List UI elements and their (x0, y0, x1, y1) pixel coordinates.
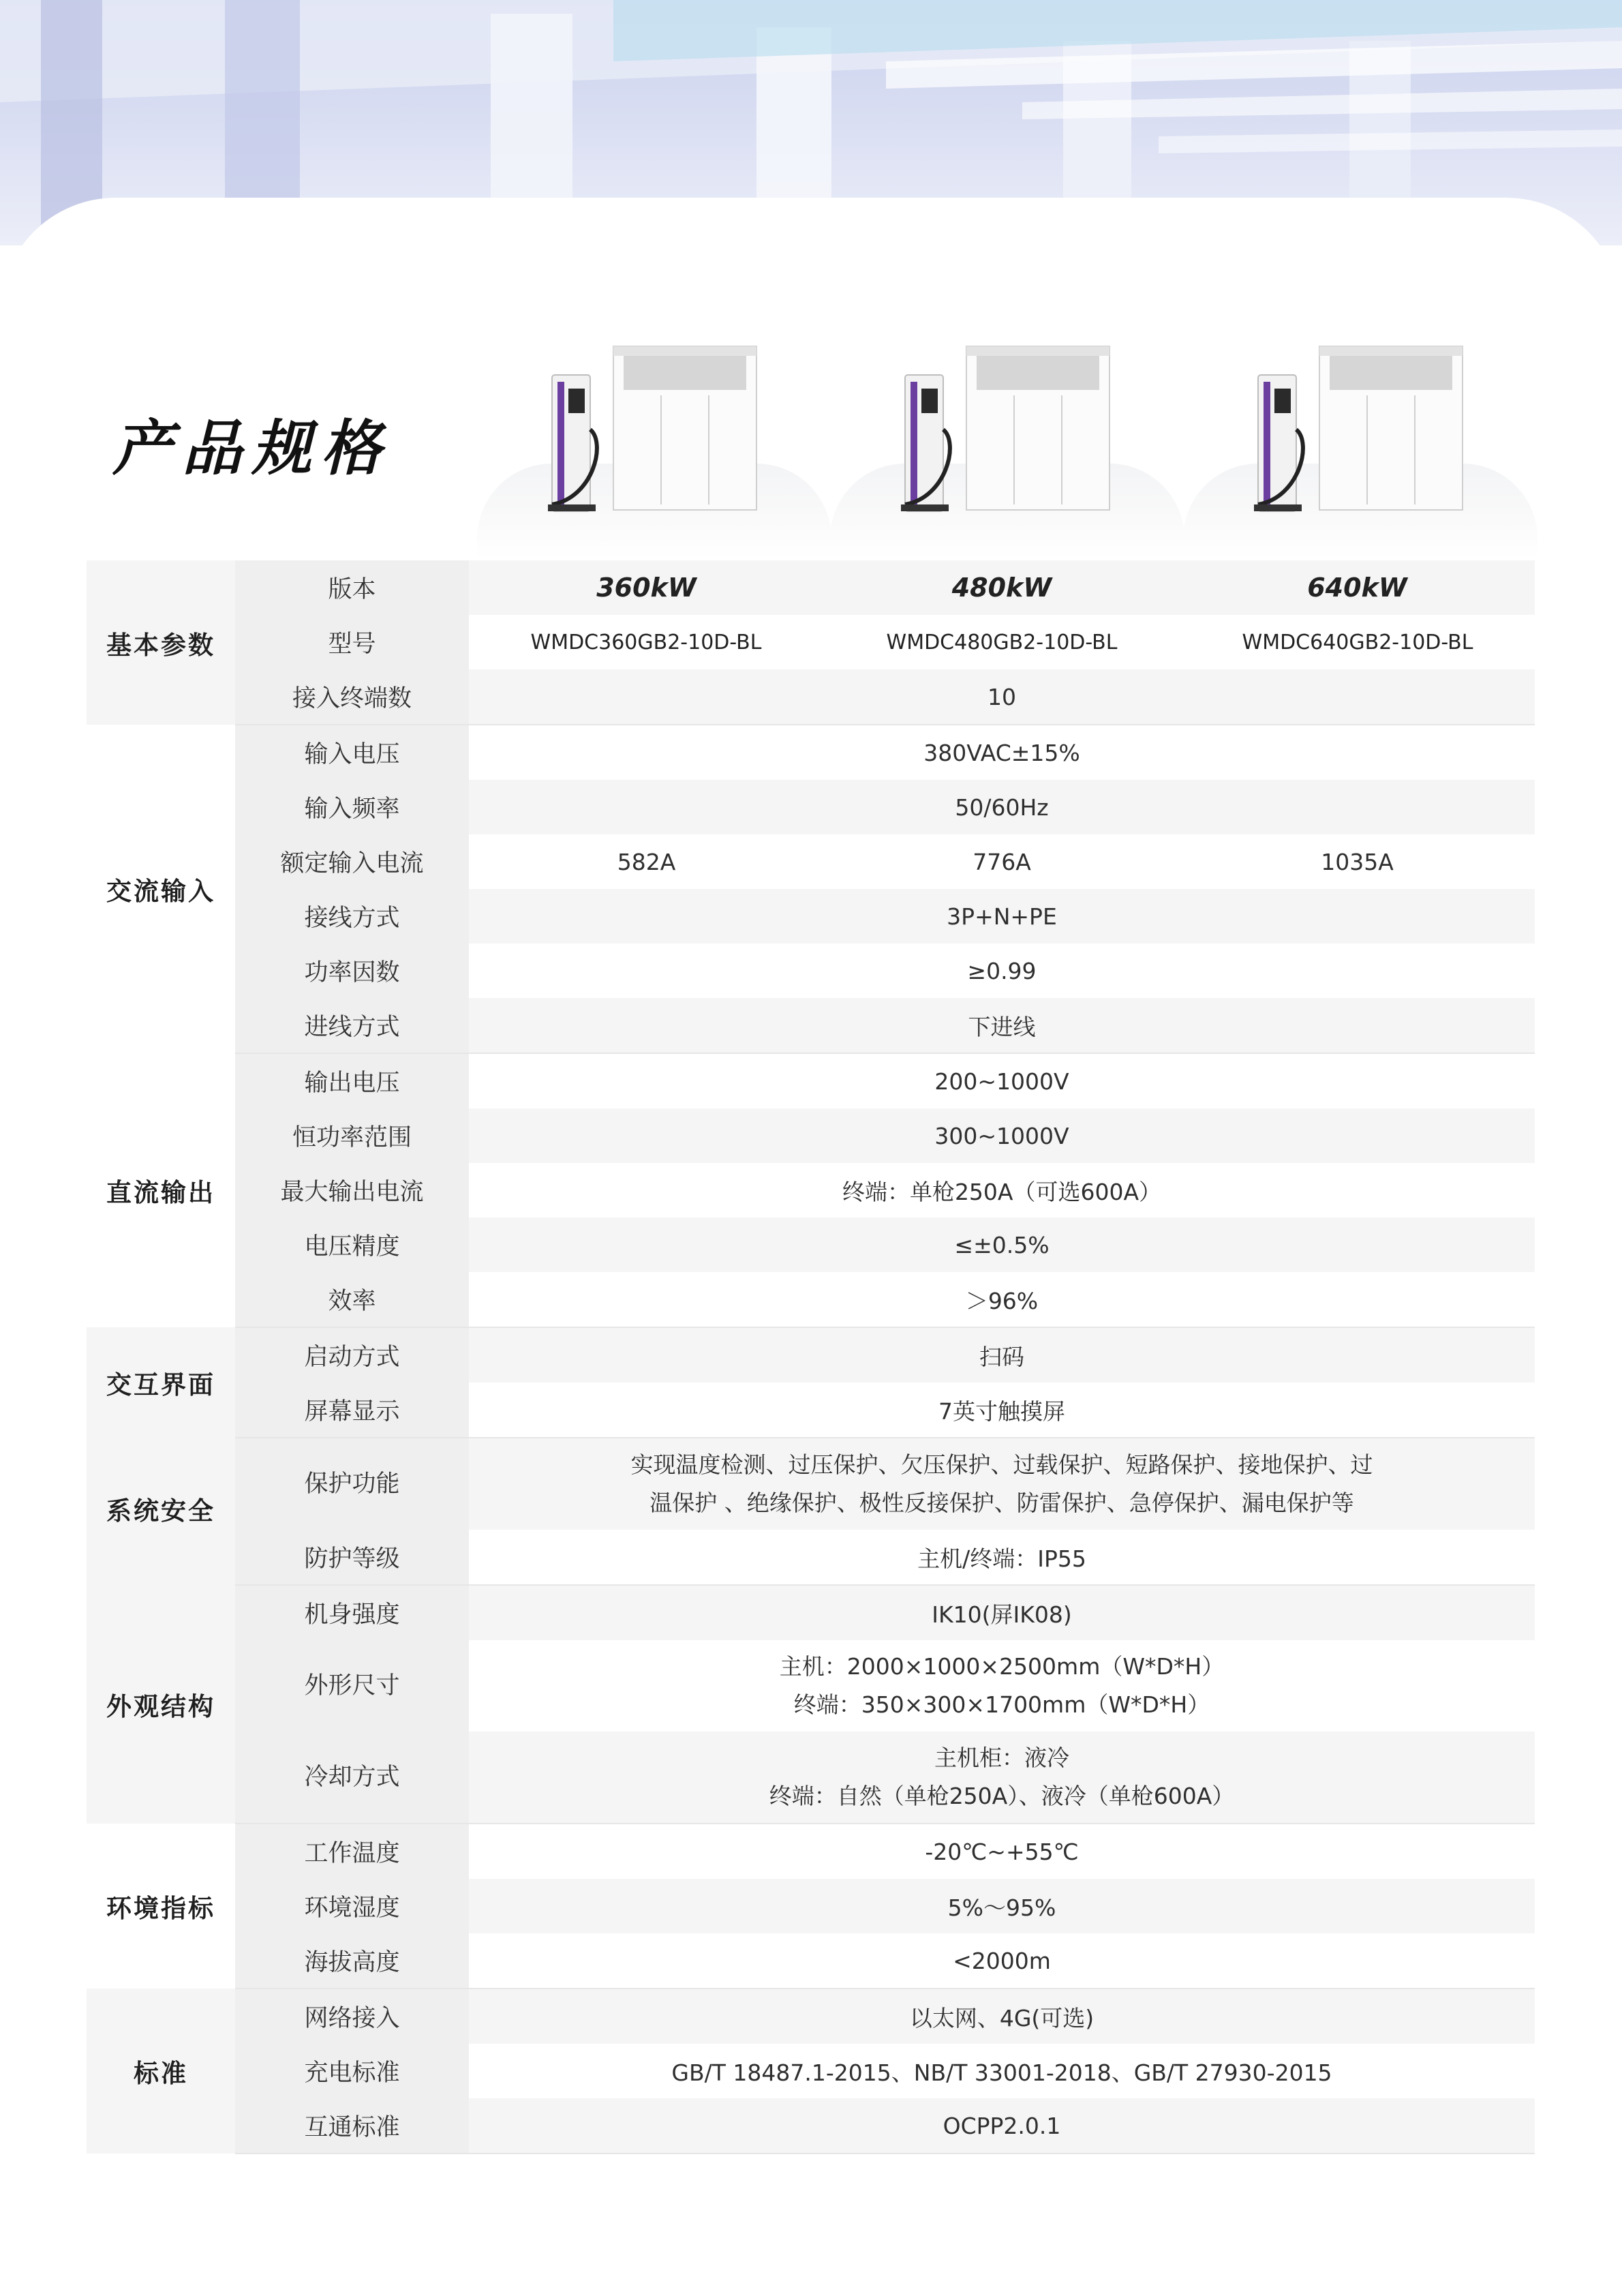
value-cell: 终端：单枪250A（可选600A） (842, 1178, 1162, 1205)
value-cell: ＞96% (469, 1272, 1535, 1327)
row-label: 效率 (235, 1272, 469, 1327)
value-cell (469, 1732, 1535, 1824)
group-label-structure: 外观结构 (87, 1585, 235, 1824)
table-row (87, 1933, 1535, 1989)
value-cell: 主机/终端：IP55 (469, 1530, 1535, 1585)
row-label: 外形尺寸 (235, 1640, 469, 1732)
table-row (87, 943, 1535, 998)
row-label: 互通标准 (235, 2098, 469, 2154)
row-label: 海拔高度 (235, 1933, 469, 1989)
value-cell: 10 (469, 669, 1535, 725)
row-label: 进线方式 (235, 998, 469, 1053)
table-row (87, 669, 1535, 725)
page-title: 产品规格 (112, 413, 391, 483)
row-label: 保护功能 (235, 1438, 469, 1530)
table-row (87, 1053, 1535, 1108)
row-label: 型号 (235, 615, 469, 669)
value-line: 终端：自然（单枪250A）、液冷（单枪600A） (769, 1783, 1235, 1809)
table-row (87, 615, 1535, 669)
product-image-480kw (830, 341, 1184, 559)
row-label: 机身强度 (235, 1585, 469, 1640)
group-label-ac-input: 交流输入 (106, 877, 215, 906)
row-label: 功率因数 (235, 943, 469, 998)
group-label-environment: 环境指标 (106, 1894, 215, 1923)
charger-cabinet-icon (538, 341, 770, 518)
value-cell: 776A (973, 848, 1031, 875)
value-cell: 下进线 (469, 998, 1535, 1053)
row-label: 启动方式 (235, 1327, 469, 1383)
value-cell: OCPP2.0.1 (469, 2098, 1535, 2154)
table-row (87, 780, 1535, 834)
model-cell: WMDC360GB2-10D-BL (530, 630, 762, 654)
table-row (87, 1530, 1535, 1585)
row-label: 充电标准 (235, 2044, 469, 2098)
group-label-standard: 标准 (87, 1989, 235, 2154)
table-row (87, 1824, 1535, 1879)
table-row (87, 1108, 1535, 1163)
spec-table (87, 560, 1535, 2154)
table-row (87, 1989, 1535, 2044)
product-image-640kw (1183, 341, 1537, 559)
model-cell: WMDC480GB2-10D-BL (824, 615, 1180, 669)
version-cell: 360kW (469, 560, 824, 615)
charger-cabinet-icon (1244, 341, 1476, 518)
value-cell: 扫码 (469, 1327, 1535, 1383)
row-label: 工作温度 (235, 1824, 469, 1879)
value-cell: <2000m (469, 1933, 1535, 1989)
product-image-360kw (477, 341, 831, 559)
version-cell: 640kW (1180, 560, 1535, 615)
table-row (87, 1327, 1535, 1383)
row-label: 环境湿度 (235, 1879, 469, 1933)
row-label: 接线方式 (235, 889, 469, 943)
row-label: 网络接入 (235, 1989, 469, 2044)
value-cell: 以太网、4G(可选) (469, 1989, 1535, 2044)
value-cell: 50/60Hz (469, 780, 1535, 834)
row-label: 输出电压 (235, 1053, 469, 1108)
row-label: 冷却方式 (235, 1732, 469, 1824)
table-row (87, 834, 1535, 889)
row-label: 防护等级 (235, 1530, 469, 1585)
table-row (87, 725, 1535, 780)
value-cell: 300~1000V (469, 1108, 1535, 1163)
row-label: 输入频率 (235, 780, 469, 834)
value-cell: GB/T 18487.1-2015、NB/T 33001-2018、GB/T 27930-2015 (671, 2059, 1332, 2086)
value-cell: 7英寸触摸屏 (469, 1383, 1535, 1438)
value-cell: ≤±0.5% (469, 1218, 1535, 1272)
value-cell: 5%～95% (469, 1879, 1535, 1933)
value-cell (469, 1640, 1535, 1732)
row-label: 接入终端数 (235, 669, 469, 725)
group-label-dc-output: 直流输出 (106, 1178, 215, 1207)
table-row (87, 889, 1535, 943)
value-line: 温保护 、绝缘保护、极性反接保护、防雷保护、急停保护、漏电保护等 (649, 1490, 1354, 1516)
value-line: 实现温度检测、过压保护、欠压保护、过载保护、短路保护、接地保护、过 (630, 1451, 1373, 1478)
value-cell: IK10(屏IK08) (469, 1585, 1535, 1640)
table-row (87, 1218, 1535, 1272)
table-row (87, 1163, 1535, 1218)
table-row (87, 1879, 1535, 1933)
value-cell: 1035A (1321, 848, 1394, 875)
table-row (87, 1438, 1535, 1530)
table-row (87, 1585, 1535, 1640)
group-label-interface: 交互界面 (87, 1327, 235, 1438)
row-label: 屏幕显示 (235, 1383, 469, 1438)
version-cell: 480kW (824, 560, 1180, 615)
row-label: 恒功率范围 (235, 1108, 469, 1163)
table-row (87, 1272, 1535, 1327)
table-row (87, 560, 1535, 615)
group-label-basic: 基本参数 (87, 560, 235, 725)
value-cell: ≥0.99 (967, 957, 1037, 984)
value-line: 终端：350×300×1700mm（W*D*H） (793, 1691, 1210, 1718)
row-label: 输入电压 (235, 725, 469, 780)
row-label: 电压精度 (235, 1218, 469, 1272)
model-cell: WMDC640GB2-10D-BL (1180, 615, 1535, 669)
value-cell: -20℃~+55℃ (925, 1838, 1079, 1865)
table-row (87, 2044, 1535, 2098)
row-label: 最大输出电流 (235, 1163, 469, 1218)
value-cell: 200~1000V (934, 1068, 1069, 1095)
table-row (87, 998, 1535, 1053)
value-cell (469, 1438, 1535, 1530)
row-label: 版本 (235, 560, 469, 615)
table-row (87, 1732, 1535, 1824)
value-cell: 582A (617, 848, 676, 875)
table-row (87, 2098, 1535, 2154)
table-row (87, 1383, 1535, 1438)
charger-cabinet-icon (891, 341, 1123, 518)
value-line: 主机：2000×1000×2500mm（W*D*H） (779, 1653, 1225, 1680)
table-row (87, 1640, 1535, 1732)
value-line: 主机柜：液冷 (934, 1744, 1069, 1771)
group-label-safety: 系统安全 (87, 1438, 235, 1585)
value-cell: 380VAC±15% (923, 739, 1080, 766)
value-cell: 3P+N+PE (469, 889, 1535, 943)
row-label: 额定输入电流 (235, 834, 469, 889)
